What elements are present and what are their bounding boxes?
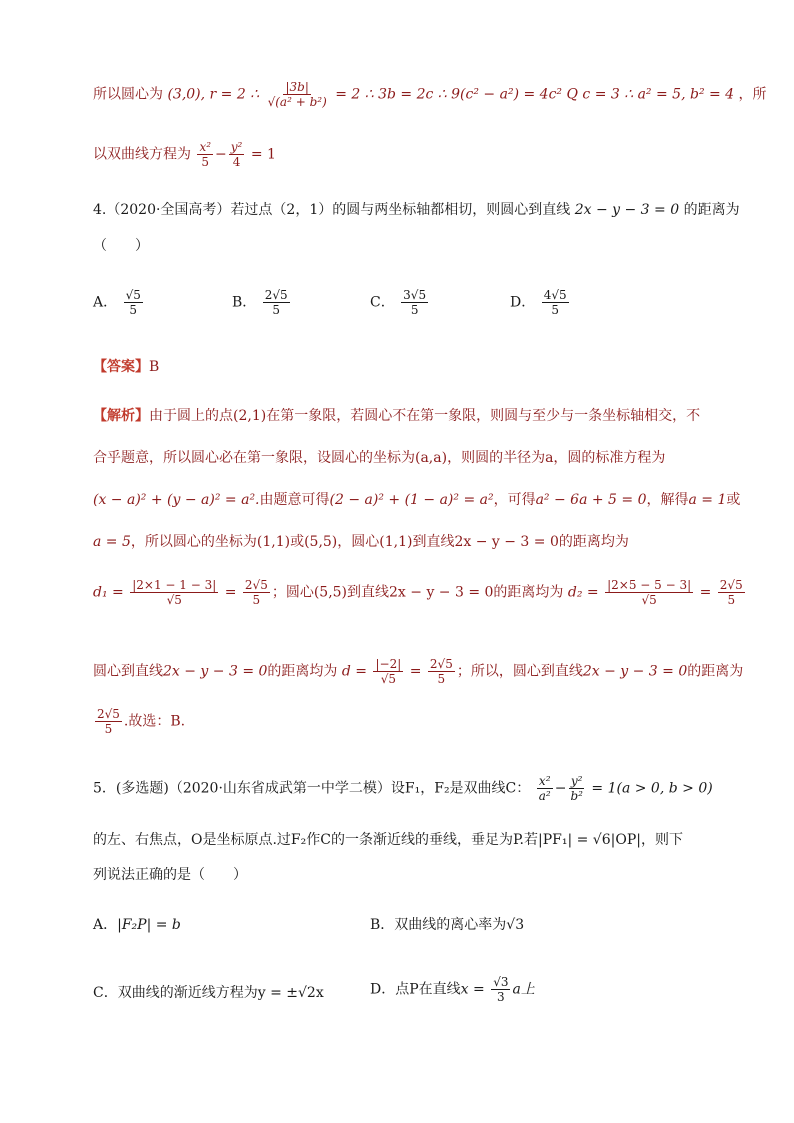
frac-den: 5: [104, 722, 113, 736]
prev-solution-line-2: 以双曲线方程为 $\frac{\text{x²}}{5}$ − $\frac{\text{y²}}{4}$ = 1: [93, 140, 276, 169]
q5-option-d[interactable]: [370, 975, 535, 1004]
option-text: a上: [512, 981, 535, 998]
frac-num: 2√5: [264, 288, 288, 302]
frac-den: 5: [272, 303, 281, 317]
text: 合乎题意，所以圆心必在第一象限，设圆心的坐标为(a,a)，则圆的半径为a，圆的标准方程为: [93, 450, 666, 466]
text: 由题意可得: [259, 492, 330, 508]
option-text: 双曲线的离心率为√3: [394, 917, 525, 933]
text: 5．(多选题)（2020·山东省成武第一中学二模）设F₁，F₂是双曲线C：: [93, 780, 531, 797]
text: ，解得: [646, 492, 689, 508]
text: 或: [726, 492, 741, 508]
frac-den: √(a² + b²): [267, 95, 327, 109]
frac-num: 2√5: [429, 657, 453, 671]
frac-den: 5: [201, 155, 210, 169]
frac-den: 5: [437, 672, 446, 686]
q4-option-a[interactable]: [93, 288, 145, 317]
option-text: 双曲线的渐近线方程为y = ±√2x: [117, 985, 324, 1001]
text: .故选：B.: [123, 713, 186, 730]
math: a² − 6a + 5 = 0: [535, 492, 647, 508]
frac-den: 5: [129, 303, 138, 317]
frac-num: 2√5: [244, 578, 268, 592]
fraction: [491, 975, 510, 1004]
q4-analysis-line-1: [93, 406, 704, 426]
math: a = 5: [93, 534, 131, 550]
math: (2 − a)² + (1 − a)² = a²: [329, 492, 494, 508]
text: 的距离均为: [267, 663, 338, 680]
fraction: [542, 288, 569, 317]
q4-analysis-line-5: [93, 578, 743, 607]
fraction: [605, 578, 693, 607]
text: 4.（2020·全国高考）若过点（2，1）的圆与两坐标轴都相切，则圆心到直线: [93, 202, 571, 218]
q5-stem-line-1: [93, 774, 713, 803]
frac-den: 5: [727, 593, 736, 607]
frac-num: |3b|: [285, 80, 309, 94]
text: ；所以，圆心到直线: [456, 663, 583, 680]
option-text: |F₂P| = b: [117, 917, 181, 933]
text: 由于圆上的点(2,1)在第一象限，若圆心不在第一象限，则圆与至少与一条坐标轴相交，不: [149, 408, 701, 424]
fraction: [373, 657, 403, 686]
text: 的距离为: [687, 663, 744, 680]
math: = 2 ∴ 3b = 2c ∴ 9(c² − a²) = 4c² Q c = 3 ∴ a² = 5, b² = 4: [335, 86, 735, 103]
frac-den: √5: [380, 672, 397, 686]
frac-den: 5: [252, 593, 261, 607]
answer-value: B: [149, 359, 160, 375]
frac-den: 5: [410, 303, 419, 317]
frac-num: √3: [493, 975, 509, 989]
frac-num: √5: [125, 288, 141, 302]
text: 的左、右焦点，O是坐标原点.过F₂作C的一条渐近线的垂线，垂足为P.若|PF₁| = √6|OP|，则下: [93, 832, 683, 848]
q5-stem-line-2: [93, 830, 704, 850]
fraction: [401, 288, 428, 317]
math: (3,0), r = 2 ∴: [167, 86, 260, 103]
answer-tag: 【答案】: [93, 359, 149, 375]
frac-den: 5: [551, 303, 559, 317]
q5-option-c[interactable]: [93, 982, 324, 1002]
frac-num: 3√5: [403, 288, 427, 302]
q5-option-b[interactable]: [370, 914, 524, 934]
analysis-tag: 【解析】: [93, 408, 149, 424]
math: x =: [460, 981, 485, 998]
text: ；圆心(5,5)到直线2x − y − 3 = 0的距离均为: [271, 584, 564, 601]
frac-num: x²: [538, 774, 551, 788]
fraction: [428, 657, 455, 686]
frac-num: y²: [230, 140, 243, 154]
frac-num: x²: [199, 140, 212, 154]
q4-analysis-line-2: [93, 448, 704, 468]
math: d =: [341, 663, 368, 680]
q4-analysis-line-7: [93, 707, 704, 736]
text: ，所: [738, 86, 767, 103]
text: （ ）: [93, 238, 149, 254]
fraction: [568, 774, 585, 803]
q4-analysis-line-3: [93, 490, 741, 510]
text: 列说法正确的是（ ）: [93, 867, 247, 883]
math: = 1: [250, 146, 276, 163]
text: ，可得: [493, 492, 536, 508]
frac-den: 4: [232, 155, 241, 169]
q4-option-c[interactable]: [370, 288, 430, 317]
frac-den: b²: [570, 789, 583, 803]
math: −: [554, 780, 567, 797]
fraction: [243, 578, 270, 607]
option-label: B．: [232, 294, 257, 311]
option-label: C．: [93, 985, 118, 1001]
math: d₂ =: [567, 584, 599, 601]
text: 圆心到直线: [93, 663, 163, 680]
math: 2x − y − 3 = 0: [582, 663, 688, 680]
math: 2x − y − 3 = 0: [574, 202, 680, 218]
fraction: [266, 80, 329, 109]
frac-num: 2√5: [97, 707, 120, 721]
fraction: [263, 288, 290, 317]
frac-num: 2√5: [719, 578, 743, 592]
fraction: [718, 578, 745, 607]
q4-stem: [93, 200, 740, 220]
q4-option-b[interactable]: [232, 288, 292, 317]
text: 所以圆心为: [93, 86, 163, 103]
option-text: 点P在直线: [395, 981, 461, 998]
option-label: A．: [93, 294, 118, 311]
q4-answer: [93, 357, 704, 377]
option-label: D．: [510, 294, 536, 311]
math: = 1(a > 0, b > 0): [591, 780, 713, 797]
frac-num: |2×5 − 5 − 3|: [607, 578, 692, 592]
frac-num: |2×1 − 1 − 3|: [132, 578, 217, 592]
q4-paren: [93, 236, 704, 256]
frac-den: √5: [641, 593, 657, 607]
fraction: [124, 288, 143, 317]
q4-option-d[interactable]: [510, 288, 571, 317]
fraction: [95, 707, 122, 736]
option-label: A．: [93, 917, 118, 933]
text: ，所以圆心的坐标为(1,1)或(5,5)，圆心(1,1)到直线2x − y − 3 = 0的距离均为: [130, 534, 629, 550]
q4-analysis-line-6: [93, 657, 744, 686]
q4-analysis-line-4: [93, 532, 704, 552]
frac-num: 4√5: [543, 288, 567, 302]
fraction: [197, 140, 213, 169]
math: 2x − y − 3 = 0: [163, 663, 268, 680]
math: =: [699, 584, 712, 601]
option-label: C．: [370, 294, 395, 311]
text: 的距离为: [683, 202, 740, 218]
text: 以双曲线方程为: [93, 146, 191, 163]
math: a = 1: [688, 492, 727, 508]
math: =: [409, 663, 422, 680]
frac-den: √5: [166, 593, 182, 607]
math: =: [224, 584, 237, 601]
q5-stem-line-3: [93, 865, 704, 885]
q5-option-a[interactable]: [93, 914, 181, 934]
math: (x − a)² + (y − a)² = a².: [93, 492, 260, 508]
math: d₁ =: [93, 584, 124, 601]
prev-solution-line-1: [93, 80, 767, 109]
frac-num: |−2|: [375, 657, 402, 671]
frac-num: y²: [570, 774, 583, 788]
fraction: [130, 578, 218, 607]
frac-den: a²: [538, 789, 551, 803]
fraction: [537, 774, 553, 803]
fraction: [229, 140, 245, 169]
option-label: D．: [370, 981, 396, 998]
frac-den: 3: [497, 990, 505, 1004]
option-label: B．: [370, 917, 395, 933]
